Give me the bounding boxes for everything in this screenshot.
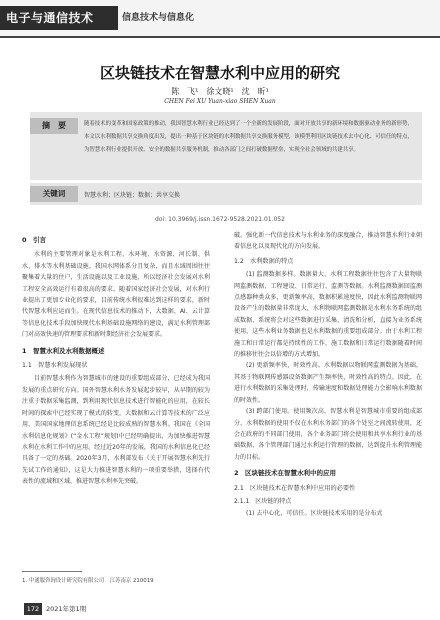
- journal-header: [0, 0, 440, 38]
- page-number: 172: [24, 603, 42, 615]
- journal-name: 电子与通信技术: [0, 6, 118, 30]
- section-label: 信息技术与信息化: [122, 13, 195, 23]
- abstract-label: 摘 要: [30, 118, 78, 134]
- abstract-box: [30, 112, 422, 180]
- paragraph: 水利的主要管理对象是水利工程、水环境、水资源、河长制、供水、排水等水利基础设施。我国水网体系分且复杂，而且水域周围往往聚集着大量的住户，生活设施以及工业设施，所以经济社会发展对水利工程安全高效运行有着很高的要求。随着国家经济社会发展，对水利行业提出了更加专业化的要求，目前传统水利很难达到这样的要求，新时代智慧水利应运而生。在现代信息技术的推动下，大数据、AI、云计算等信息化技术手段加快现代水利基础设施网络的建设，满足水利管理部门对高效快速的管理要求和新时期经济社会发展要求。: [22, 251, 210, 339]
- left-column: [22, 230, 210, 488]
- abstract-text: 随着技术的变革和国家政策的推动，我国智慧水利行业已经达到了一个全新的发展阶段，面对开放共享的新环境和数据驱动业务的新形势，本文以水利数据共享交换角度出发，提出一种基于区块链的水利数据共享交换服务模型，该模型利用区块链技术去中心化、可信任的特点，为智慧水利行业提供开放、安全的数据共享服务机制，推动各部门之间打破数据壁垒，实现全社会领域的共建共享。: [84, 121, 413, 153]
- issue-label: 2021年第1期: [46, 605, 87, 613]
- paragraph: (1) 监测数据多样。数据量大、水利工程数据往往包含了大量物联网监测数据、工程建设、日常运行、监测等数据。水利监测数据回监测点感器种类众多，更新频率高，数据积累速度快，因此水利监测物联网设备产生的数据量非常庞大，水利物联网监测数据是水利水务系统的组成数据，系统将会对这些数据进行采集、清洗和分析，直接为业务系统使用，这些水利业务数据也是水利数据的重要组成部分。由于水利工程施工和日常运行都是持续性的工作，施工数据和日常运行数据随着时间的推移往往会以倍增的方式增加。: [234, 271, 422, 359]
- heading-section-2: 2 区块链技术在智慧水利中的应用: [234, 469, 337, 478]
- authors-en: CHEN Fei XU Yuan-xiao SHEN Xuan: [164, 98, 276, 105]
- paragraph: (2) 更新频率快，时效性高。水利数据以物联网监测数据为基础，其基于物联网传感器设备数据产生频率快，时效性高的特点。因此，在进行水利数据的采集处理时，传输速度和数据处理能力会影响水利数据的时效性。: [234, 362, 422, 404]
- heading-intro: 0 引言: [22, 236, 47, 244]
- heading-section-2-1-1: 2.1.1 区块链的特点: [234, 497, 292, 505]
- keywords-label: 关键词: [30, 186, 78, 202]
- footnote: 1. 中通服咨询设计研究院有限公司 江苏南京 210019: [22, 578, 154, 584]
- keywords-box: [30, 183, 422, 205]
- heading-section-1-2: 1.2 水利数据的特点: [234, 257, 294, 265]
- article-title: 区块链技术在智慧水利中应用的研究: [99, 64, 340, 82]
- paragraph: 目前智慧水利作为智慧城市的建设的重要组成部分，已经成为我国发展的重点研究方向。国外智慧水利水务发展起步较早，从早期的较为注重于数据采集监测，到利用现代信息技术进行智能化的应用，在较长时间的探索中已经实现了模式的转变，大数据和云计算等技术的广泛应用，美国国家地理信息系统已经是比较成熟的智慧水利。我国在《全国水利信息化规划》(“金水工程”规划)中已经明确提出，为加快推进智慧水利在水利工作中的应用。经过近20年的发展，我国的水利信息化已经具备了一定的基础。2020年3月，水利部发布《关于开展智慧水利先行先试工作的通知》，这是大力推进智慧水利的一项重要举措，选择有代表性的流域和区域，推进智慧水利率先突破。: [22, 375, 210, 486]
- right-column: [234, 230, 422, 520]
- header-divider: [0, 36, 440, 38]
- authors-cn: 陈 飞¹ 徐文晓¹ 沈 昕¹: [171, 87, 269, 96]
- heading-section-2-1: 2.1 区块链技术在智慧水利中应用的必要性: [234, 484, 356, 492]
- footnote-divider: [22, 571, 82, 572]
- keywords-text: 智慧水利；区块链；数据；共享交换: [84, 192, 181, 199]
- paragraph: 破。强化新一代信息技术与水利业务的深度融合，推动智慧水利行业朝着信息化以及现代化的方向发展。: [234, 232, 422, 251]
- paragraph: (1) 去中心化，可信任。区块链技术采用的是分布式: [246, 510, 383, 518]
- heading-section-1-1: 1.1 智慧水利发展现状: [22, 362, 88, 370]
- heading-section-1: 1 智慧水利及水利数据概述: [22, 346, 105, 355]
- paragraph: (3) 跨部门使用。使用频次高，智慧水利是智慧城市重要的组成部分，水利数据的使用不仅在水利水务部门的各个处室之间流转使用，还会在政府的不同部门使用，各个业务部门将会使用和共享水利行业的基础数据，各个管理部门通过水利运行管理的数据，达到提升水利管理能力的目标。: [234, 408, 422, 461]
- doi-line: doi: 10.3969/j.issn.1672-9528.2021.01.052: [155, 216, 285, 223]
